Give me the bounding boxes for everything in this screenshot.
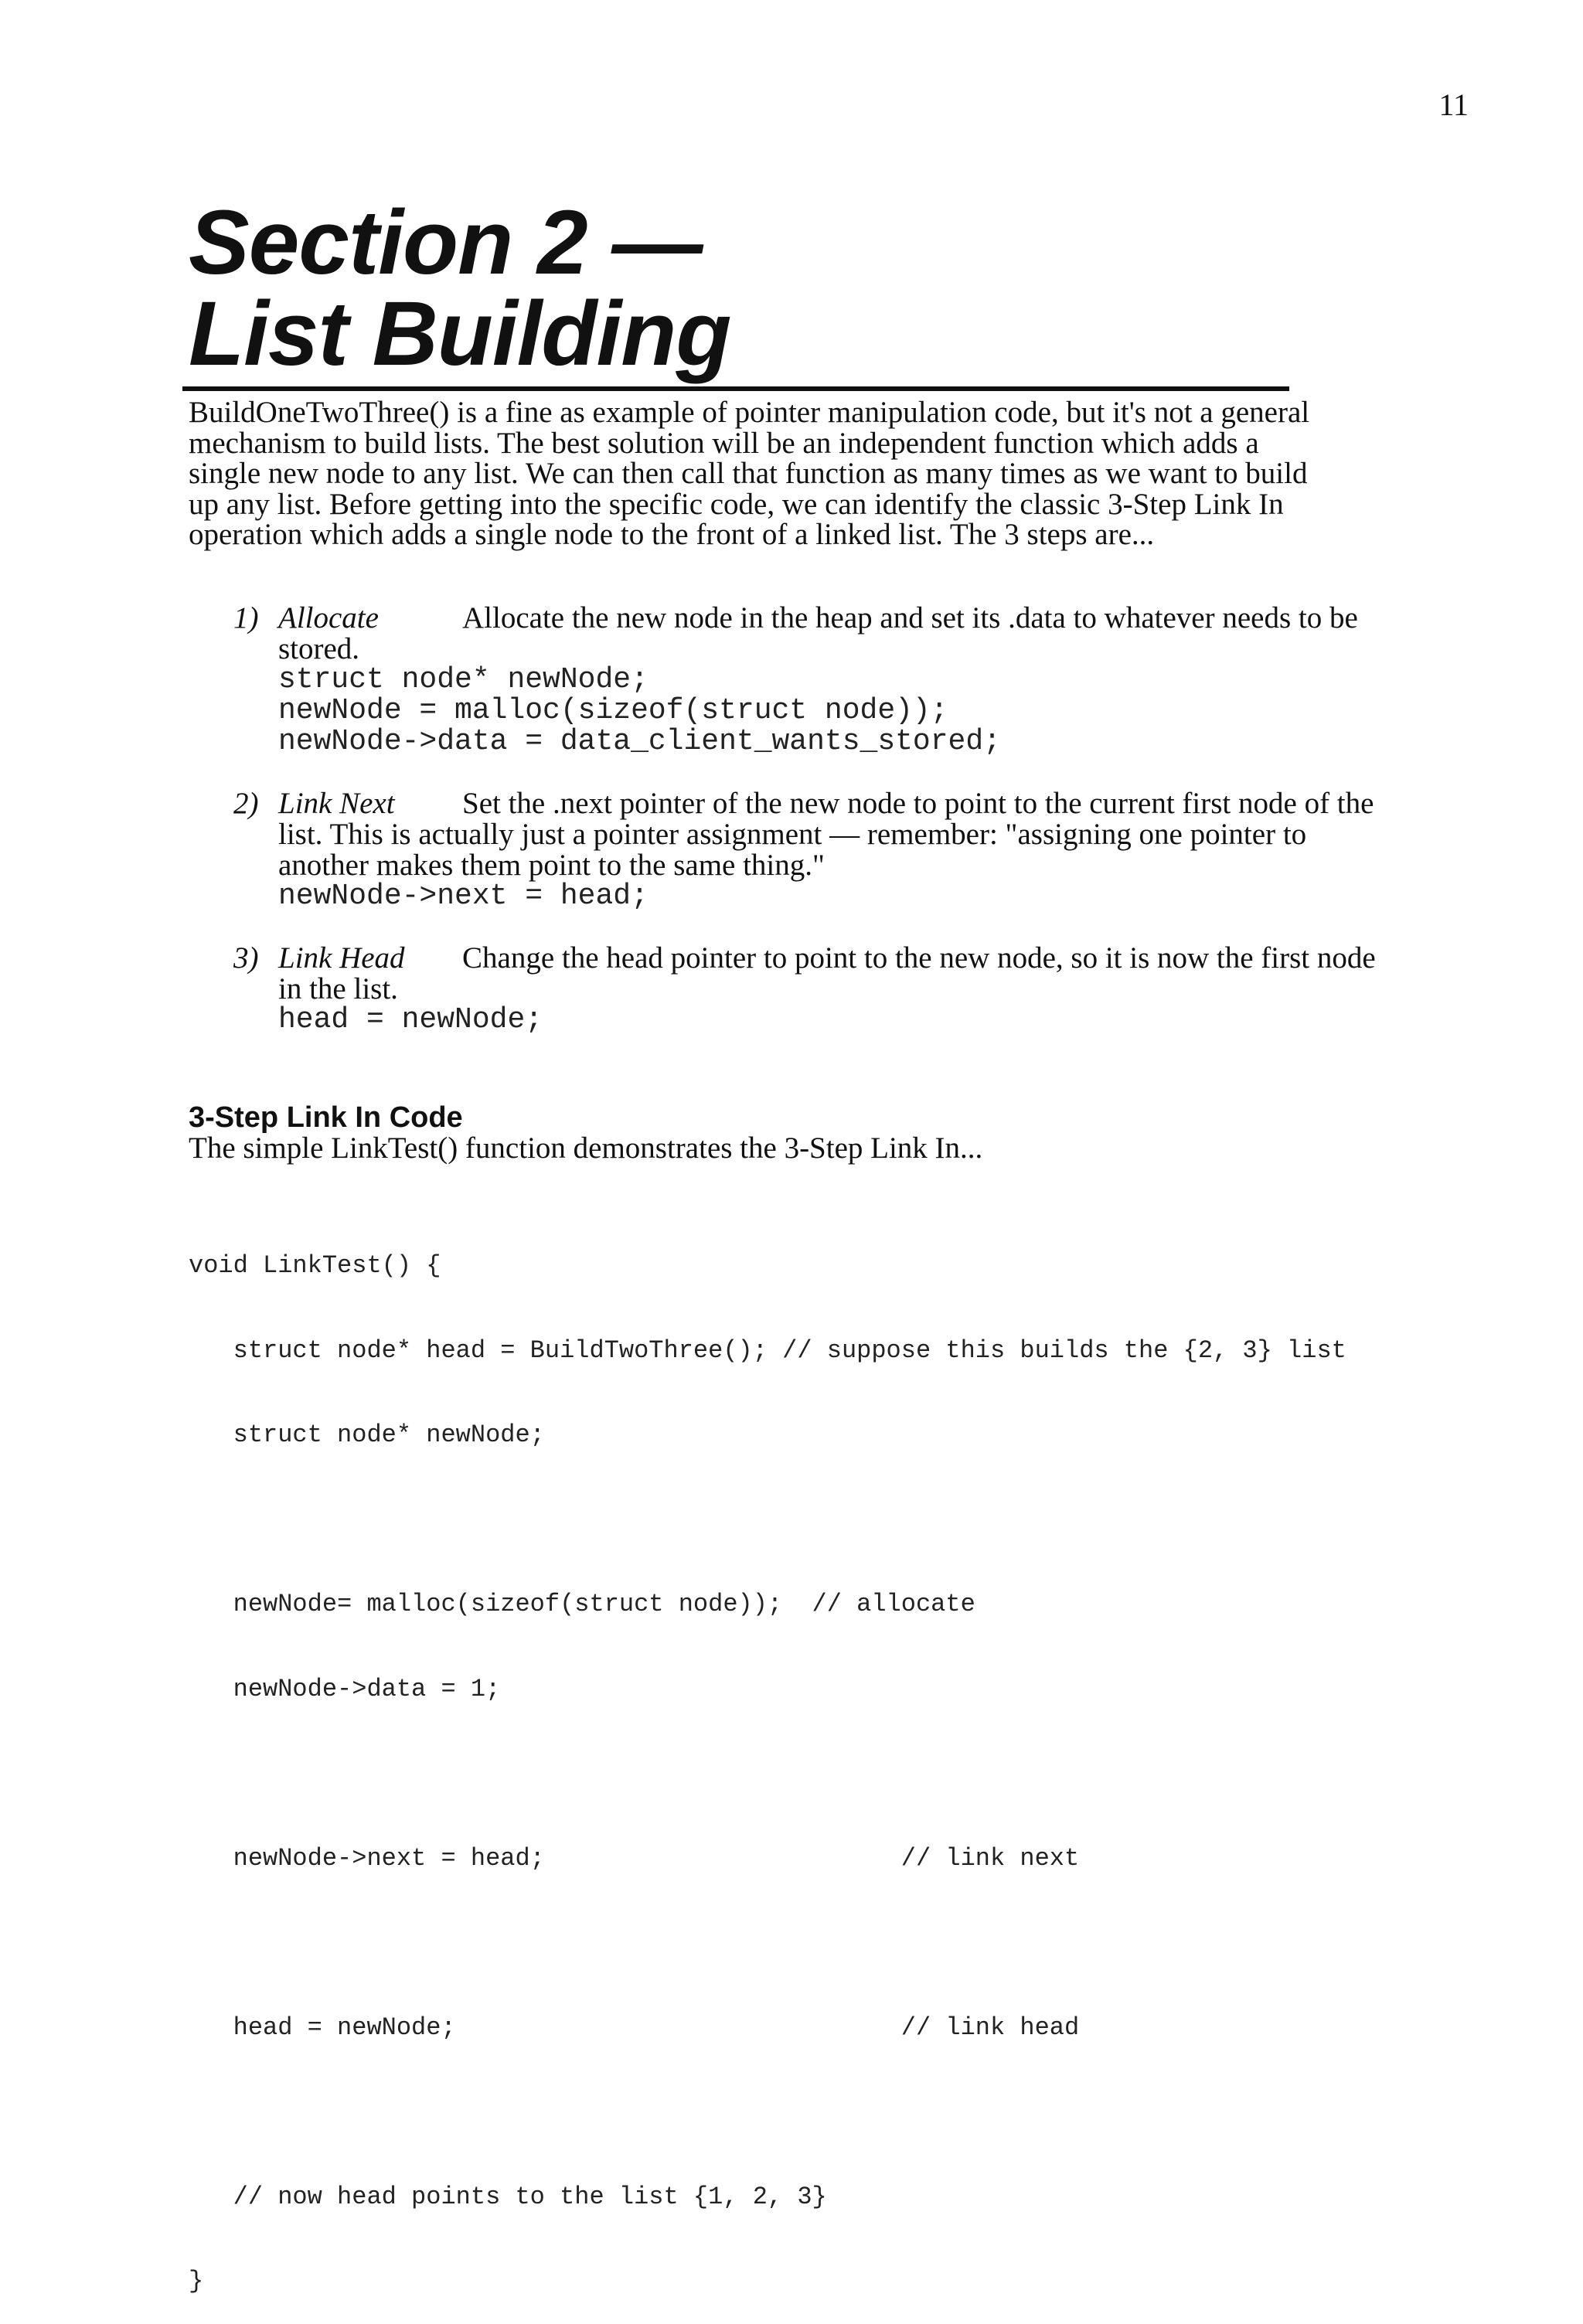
step-number: 1) bbox=[233, 601, 259, 635]
step-name: Link Head bbox=[278, 941, 405, 975]
step-code-line: head = newNode; bbox=[278, 1003, 543, 1036]
code-line: void LinkTest() { bbox=[189, 1251, 441, 1280]
steps-list bbox=[189, 603, 1394, 1067]
step-code-line: newNode = malloc(sizeof(struct node)); bbox=[278, 694, 948, 727]
step-item bbox=[189, 943, 1394, 1036]
step-number: 2) bbox=[233, 787, 259, 820]
code-line: newNode->data = 1; bbox=[189, 1674, 501, 1703]
subsection-heading: 3-Step Link In Code bbox=[189, 1101, 463, 1134]
step-item bbox=[189, 603, 1394, 757]
section-title-block bbox=[189, 192, 1394, 385]
code-line bbox=[189, 1929, 1346, 1958]
step-description: Set the .next pointer of the new node to point to the current first node of the list. This is actually just a pointer assignment — remember: "assigning one pointer to another makes them point to the same thing." bbox=[278, 787, 1374, 882]
title-divider bbox=[182, 386, 1289, 391]
code-line: struct node* head = BuildTwoThree(); // suppose this builds the {2, 3} list bbox=[189, 1336, 1346, 1365]
step-code-line: newNode->data = data_client_wants_stored; bbox=[278, 725, 1001, 758]
code-line bbox=[189, 1506, 1346, 1535]
section-title bbox=[189, 192, 1394, 385]
section-title-line-1: Section 2 — bbox=[189, 192, 703, 294]
code-line: head = newNode; // link head bbox=[189, 2013, 1080, 2042]
code-line: } bbox=[189, 2267, 204, 2295]
step-name: Link Next bbox=[278, 787, 395, 820]
code-line: newNode->next = head; // link next bbox=[189, 1843, 1080, 1873]
step-code-line: struct node* newNode; bbox=[278, 663, 649, 696]
page-number: 11 bbox=[1438, 87, 1469, 122]
code-line: // now head points to the list {1, 2, 3} bbox=[189, 2182, 827, 2211]
subsection-text: The simple LinkTest() function demonstrates the 3-Step Link In... bbox=[189, 1131, 983, 1165]
step-number: 3) bbox=[233, 941, 259, 975]
step-name: Allocate bbox=[278, 601, 379, 635]
step-code-line: newNode->next = head; bbox=[278, 880, 649, 913]
step-description: Allocate the new node in the heap and set its .data to whatever needs to be stored. bbox=[278, 601, 1358, 665]
step-description: Change the head pointer to point to the new node, so it is now the first node in the list. bbox=[278, 941, 1376, 1005]
code-line bbox=[189, 1760, 1346, 1788]
step-item bbox=[189, 788, 1394, 912]
section-title-line-2: List Building bbox=[189, 283, 731, 385]
code-listing bbox=[189, 1196, 1346, 2324]
code-line bbox=[189, 2098, 1346, 2127]
intro-paragraph: BuildOneTwoThree() is a fine as example of pointer manipulation code, but it's not a general mechanism to build lists. The best solution will be an independent function which adds a single new node to any list. We can then call that function as many times as we want to build up any list. Before getting into the specific code, we can identify the classic 3-Step Link In operation which adds a single node to the front of a linked list. The 3 steps are... bbox=[189, 396, 1310, 551]
code-line: struct node* newNode; bbox=[189, 1421, 545, 1449]
code-line: newNode= malloc(sizeof(struct node)); // allocate bbox=[189, 1590, 975, 1618]
